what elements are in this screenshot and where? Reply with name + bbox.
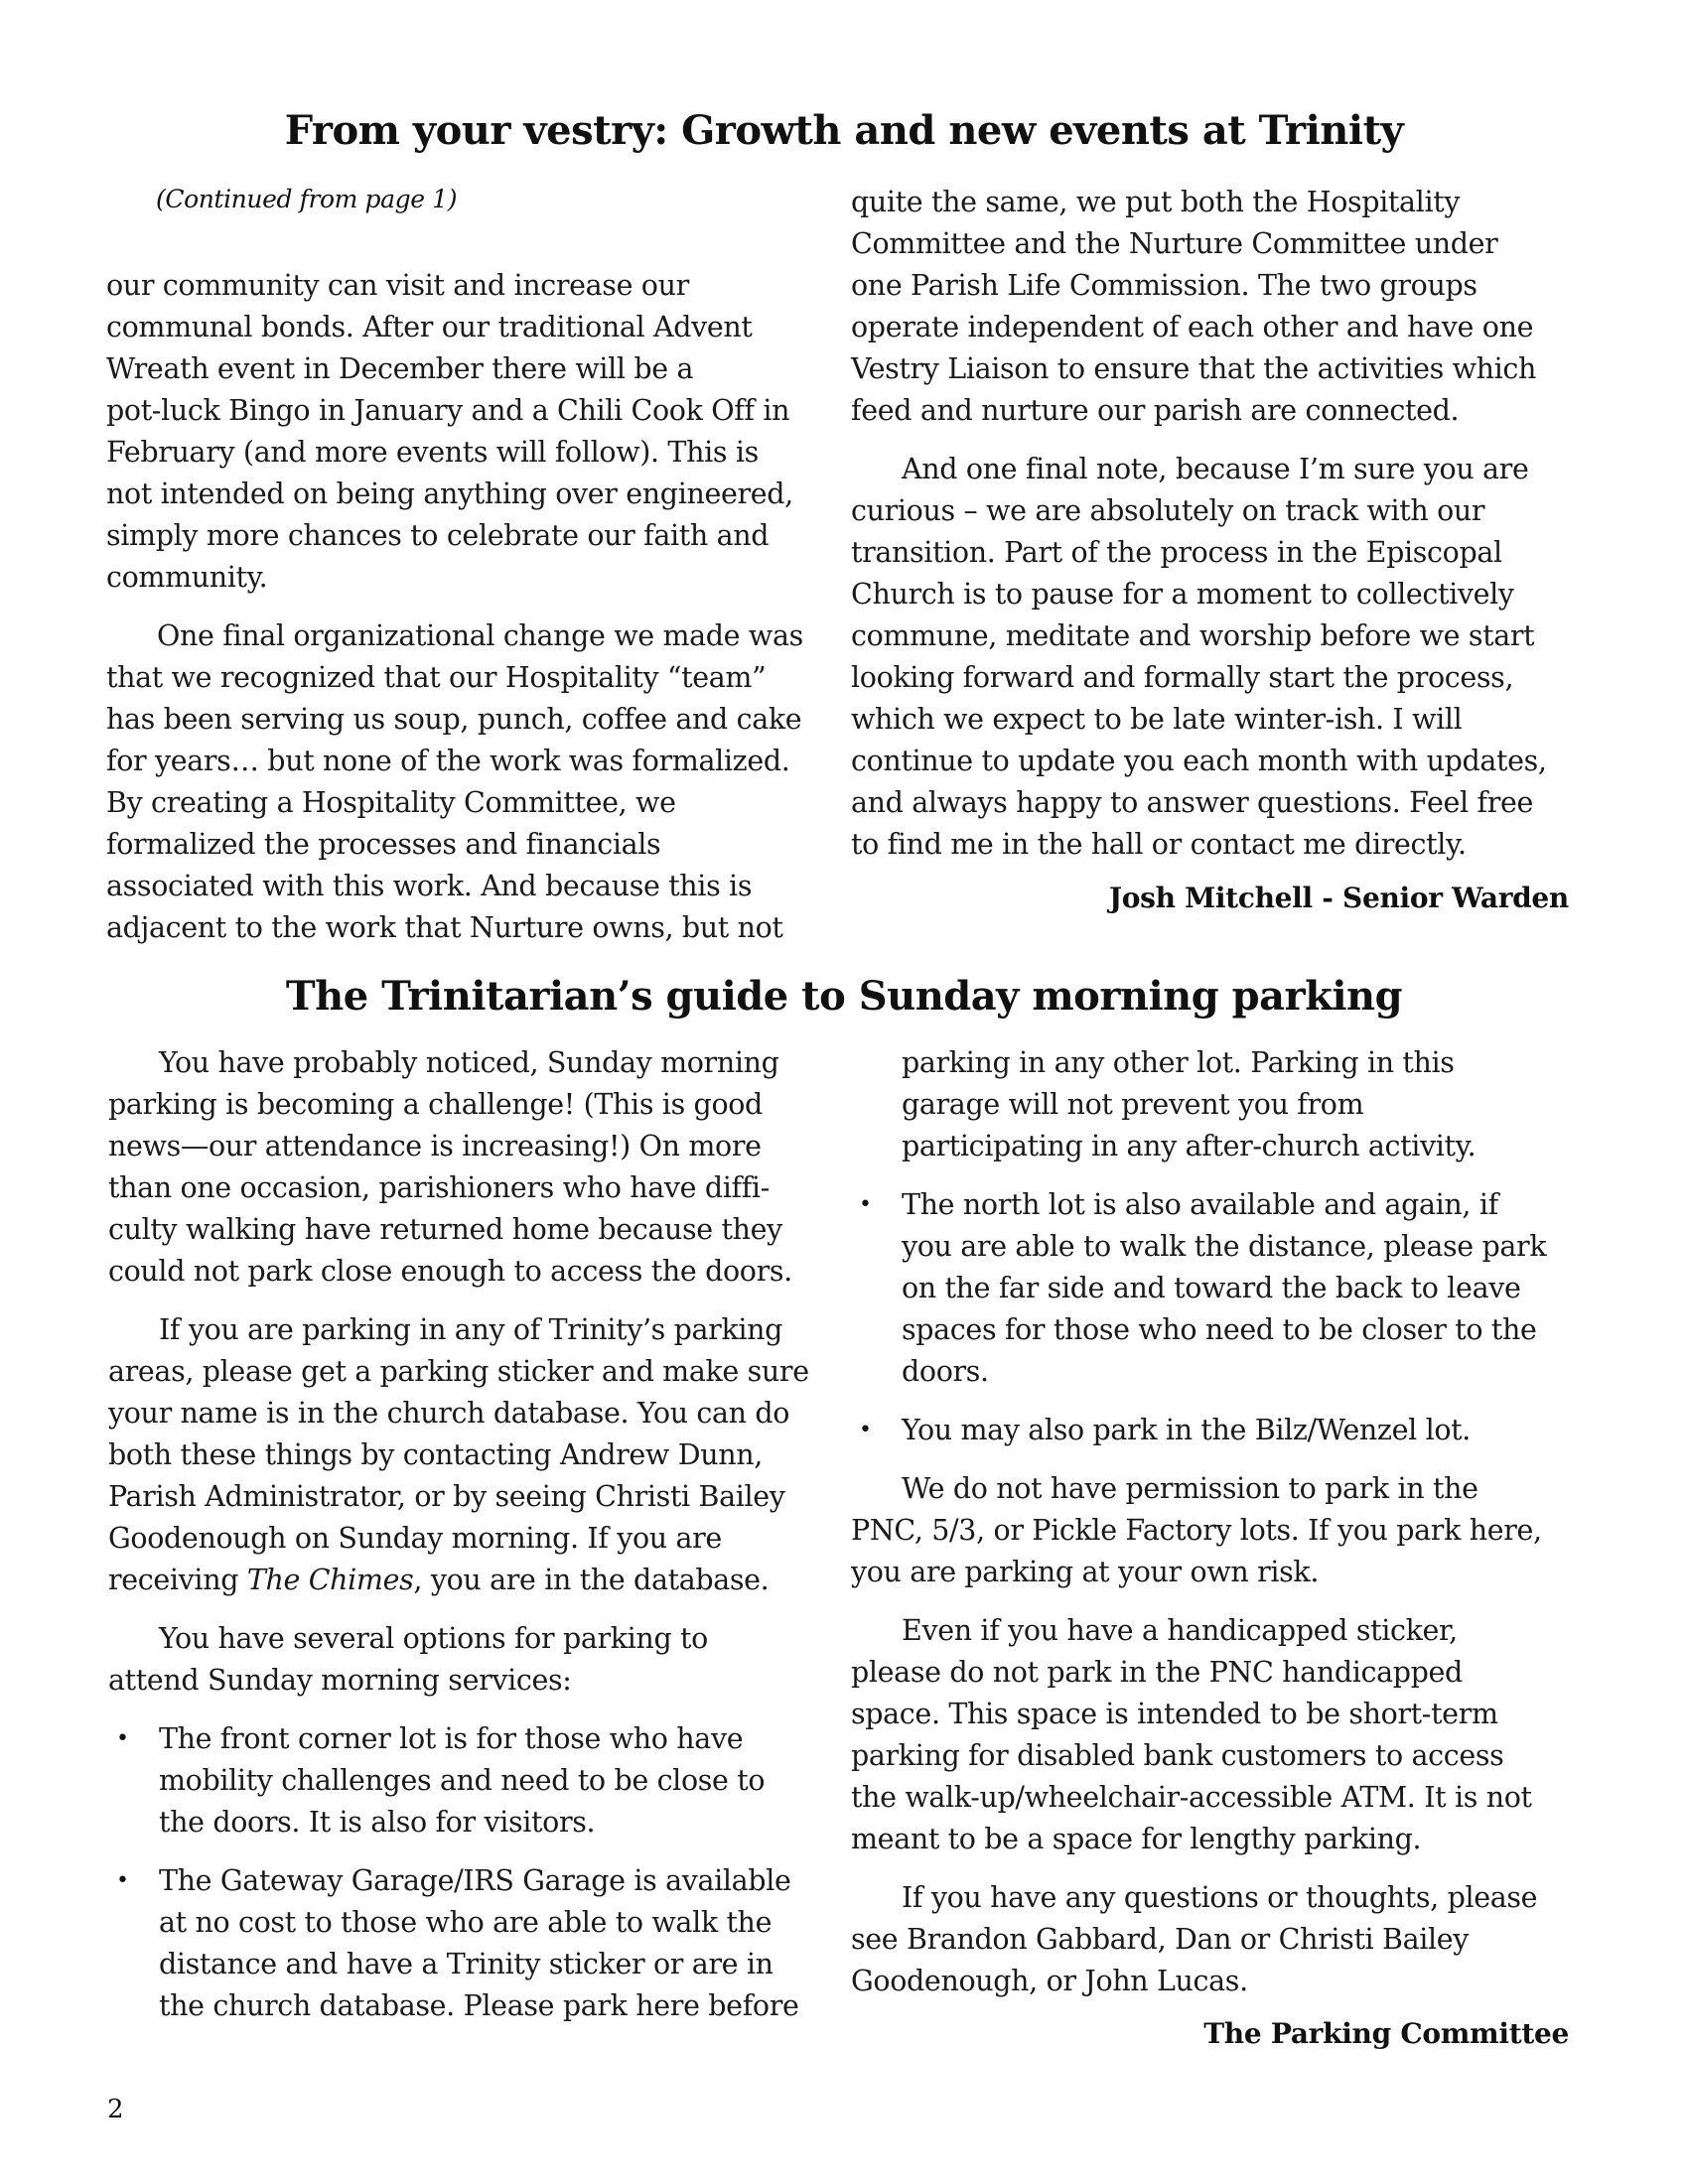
text-line: February (and more events will follow). This is bbox=[106, 436, 759, 469]
text-line-chimes bbox=[108, 1560, 769, 1601]
text-line: culty walking have returned home because they bbox=[108, 1213, 782, 1246]
list-item-line: spaces for those who need to be closer to the bbox=[902, 1313, 1537, 1346]
text-line: pot-luck Bingo in January and a Chili Cook Off in bbox=[106, 394, 790, 427]
text-line: By creating a Hospitality Committee, we bbox=[106, 786, 676, 819]
text-line: Church is to pause for a moment to collectively bbox=[851, 578, 1514, 611]
list-item-line: the doors. It is also for visitors. bbox=[159, 1806, 596, 1839]
list-item-line: on the far side and toward the back to leave bbox=[902, 1272, 1521, 1304]
text-fragment: , you are in the database. bbox=[413, 1564, 770, 1596]
bullet-icon: • bbox=[116, 1868, 129, 1893]
text-line: has been serving us soup, punch, coffee and cake bbox=[106, 703, 802, 736]
text-line: Parish Administrator, or by seeing Christi Bailey bbox=[108, 1480, 785, 1513]
text-line: You have probably noticed, Sunday morning bbox=[159, 1046, 779, 1079]
list-item-line: you are able to walk the distance, please park bbox=[902, 1230, 1547, 1263]
text-line: which we expect to be late winter-ish. I will bbox=[851, 703, 1463, 736]
text-line: Vestry Liaison to ensure that the activities which bbox=[851, 352, 1537, 385]
text-fragment: receiving bbox=[108, 1564, 247, 1596]
text-line: One final organizational change we made was bbox=[157, 619, 803, 652]
text-line: parking is becoming a challenge! (This is good bbox=[108, 1088, 763, 1121]
text-line: you are parking at your own risk. bbox=[851, 1556, 1320, 1588]
text-line: both these things by contacting Andrew Dunn, bbox=[108, 1438, 763, 1471]
list-item-line: parking in any other lot. Parking in this bbox=[902, 1046, 1455, 1079]
list-item-line: mobility challenges and need to be close to bbox=[159, 1764, 766, 1797]
text-line: areas, please get a parking sticker and make sure bbox=[108, 1355, 809, 1388]
text-line: news—our attendance is increasing!) On more bbox=[108, 1130, 762, 1162]
text-line: Even if you have a handicapped sticker, bbox=[902, 1614, 1458, 1647]
text-line: than one occasion, parishioners who have diffi- bbox=[108, 1171, 770, 1204]
text-line: the walk-up/wheelchair-accessible ATM. It is not bbox=[851, 1781, 1532, 1814]
bullet-icon: • bbox=[116, 1726, 129, 1751]
text-line: operate independent of each other and have one bbox=[851, 311, 1534, 343]
text-line: one Parish Life Commission. The two groups bbox=[851, 269, 1477, 302]
text-line: attend Sunday morning services: bbox=[108, 1664, 572, 1697]
text-line: see Brandon Gabbard, Dan or Christi Bailey bbox=[851, 1923, 1470, 1956]
article-parking-headline: The Trinitarian’s guide to Sunday morning parking bbox=[285, 973, 1403, 1020]
continued-note: (Continued from page 1) bbox=[156, 185, 458, 213]
text-line: please do not park in the PNC handicapped bbox=[851, 1656, 1463, 1689]
text-line: simply more chances to celebrate our faith and bbox=[106, 519, 770, 552]
article-vestry-headline: From your vestry: Growth and new events at Trinity bbox=[284, 107, 1404, 154]
text-line: Goodenough, or John Lucas. bbox=[851, 1965, 1248, 1997]
publication-title: The Chimes bbox=[246, 1564, 414, 1596]
text-line: formalized the processes and financials bbox=[106, 828, 661, 861]
list-item-line: The north lot is also available and again, if bbox=[902, 1188, 1498, 1221]
text-line: continue to update you each month with updates, bbox=[851, 745, 1547, 777]
list-item-line: at no cost to those who are able to walk the bbox=[159, 1906, 773, 1939]
text-line: adjacent to the work that Nurture owns, but not bbox=[106, 911, 783, 944]
text-line: quite the same, we put both the Hospitality bbox=[851, 186, 1461, 218]
list-item-line: garage will not prevent you from bbox=[902, 1088, 1364, 1121]
list-item-line: participating in any after-church activity. bbox=[902, 1130, 1477, 1162]
text-line: feed and nurture our parish are connected. bbox=[851, 394, 1460, 427]
text-line: to find me in the hall or contact me directly. bbox=[851, 828, 1467, 861]
text-line: not intended on being anything over engineered, bbox=[106, 478, 793, 510]
text-line: commune, meditate and worship before we start bbox=[851, 619, 1535, 652]
text-line: curious – we are absolutely on track with our bbox=[851, 494, 1485, 527]
list-item-line: The Gateway Garage/IRS Garage is available bbox=[159, 1864, 791, 1897]
text-line: community. bbox=[106, 561, 268, 594]
article-parking-byline: The Parking Committee bbox=[1203, 2017, 1569, 2050]
text-line: If you are parking in any of Trinity’s parking bbox=[159, 1313, 783, 1346]
text-line: Goodenough on Sunday morning. If you are bbox=[108, 1522, 722, 1555]
bullet-icon: • bbox=[859, 1418, 872, 1442]
text-line: meant to be a space for lengthy parking. bbox=[851, 1823, 1422, 1855]
text-line: looking forward and formally start the process, bbox=[851, 661, 1514, 694]
text-line: space. This space is intended to be short-term bbox=[851, 1698, 1498, 1730]
article-vestry-byline: Josh Mitchell - Senior Warden bbox=[1108, 882, 1569, 914]
text-line: And one final note, because I’m sure you are bbox=[902, 453, 1529, 485]
text-line: associated with this work. And because this is bbox=[106, 870, 753, 902]
text-line: Wreath event in December there will be a bbox=[106, 352, 694, 385]
list-item-line: doors. bbox=[902, 1355, 989, 1388]
text-line: that we recognized that our Hospitality “team” bbox=[106, 661, 767, 694]
text-line: parking for disabled bank customers to access bbox=[851, 1739, 1504, 1772]
text-line: your name is in the church database. You can do bbox=[108, 1397, 790, 1430]
text-line: If you have any questions or thoughts, please bbox=[902, 1881, 1538, 1914]
list-item-line: distance and have a Trinity sticker or are in bbox=[159, 1948, 774, 1980]
text-line: communal bonds. After our traditional Advent bbox=[106, 311, 753, 343]
text-line: We do not have permission to park in the bbox=[902, 1472, 1478, 1505]
text-line: You have several options for parking to bbox=[159, 1622, 708, 1655]
text-line: could not park close enough to access the doors. bbox=[108, 1255, 792, 1288]
page-number: 2 bbox=[107, 2095, 124, 2124]
bullet-icon: • bbox=[859, 1192, 872, 1217]
text-line: our community can visit and increase our bbox=[106, 269, 689, 302]
text-line: transition. Part of the process in the Episcopal bbox=[851, 536, 1502, 569]
text-line: Committee and the Nurture Committee under bbox=[851, 227, 1498, 260]
list-item-line: You may also park in the Bilz/Wenzel lot. bbox=[902, 1414, 1471, 1446]
text-line: and always happy to answer questions. Feel free bbox=[851, 786, 1534, 819]
text-line: for years… but none of the work was formalized. bbox=[106, 745, 790, 777]
list-item-line: the church database. Please park here before bbox=[159, 1989, 799, 2022]
list-item-line: The front corner lot is for those who have bbox=[159, 1722, 744, 1755]
text-line: PNC, 5/3, or Pickle Factory lots. If you park here, bbox=[851, 1514, 1542, 1547]
